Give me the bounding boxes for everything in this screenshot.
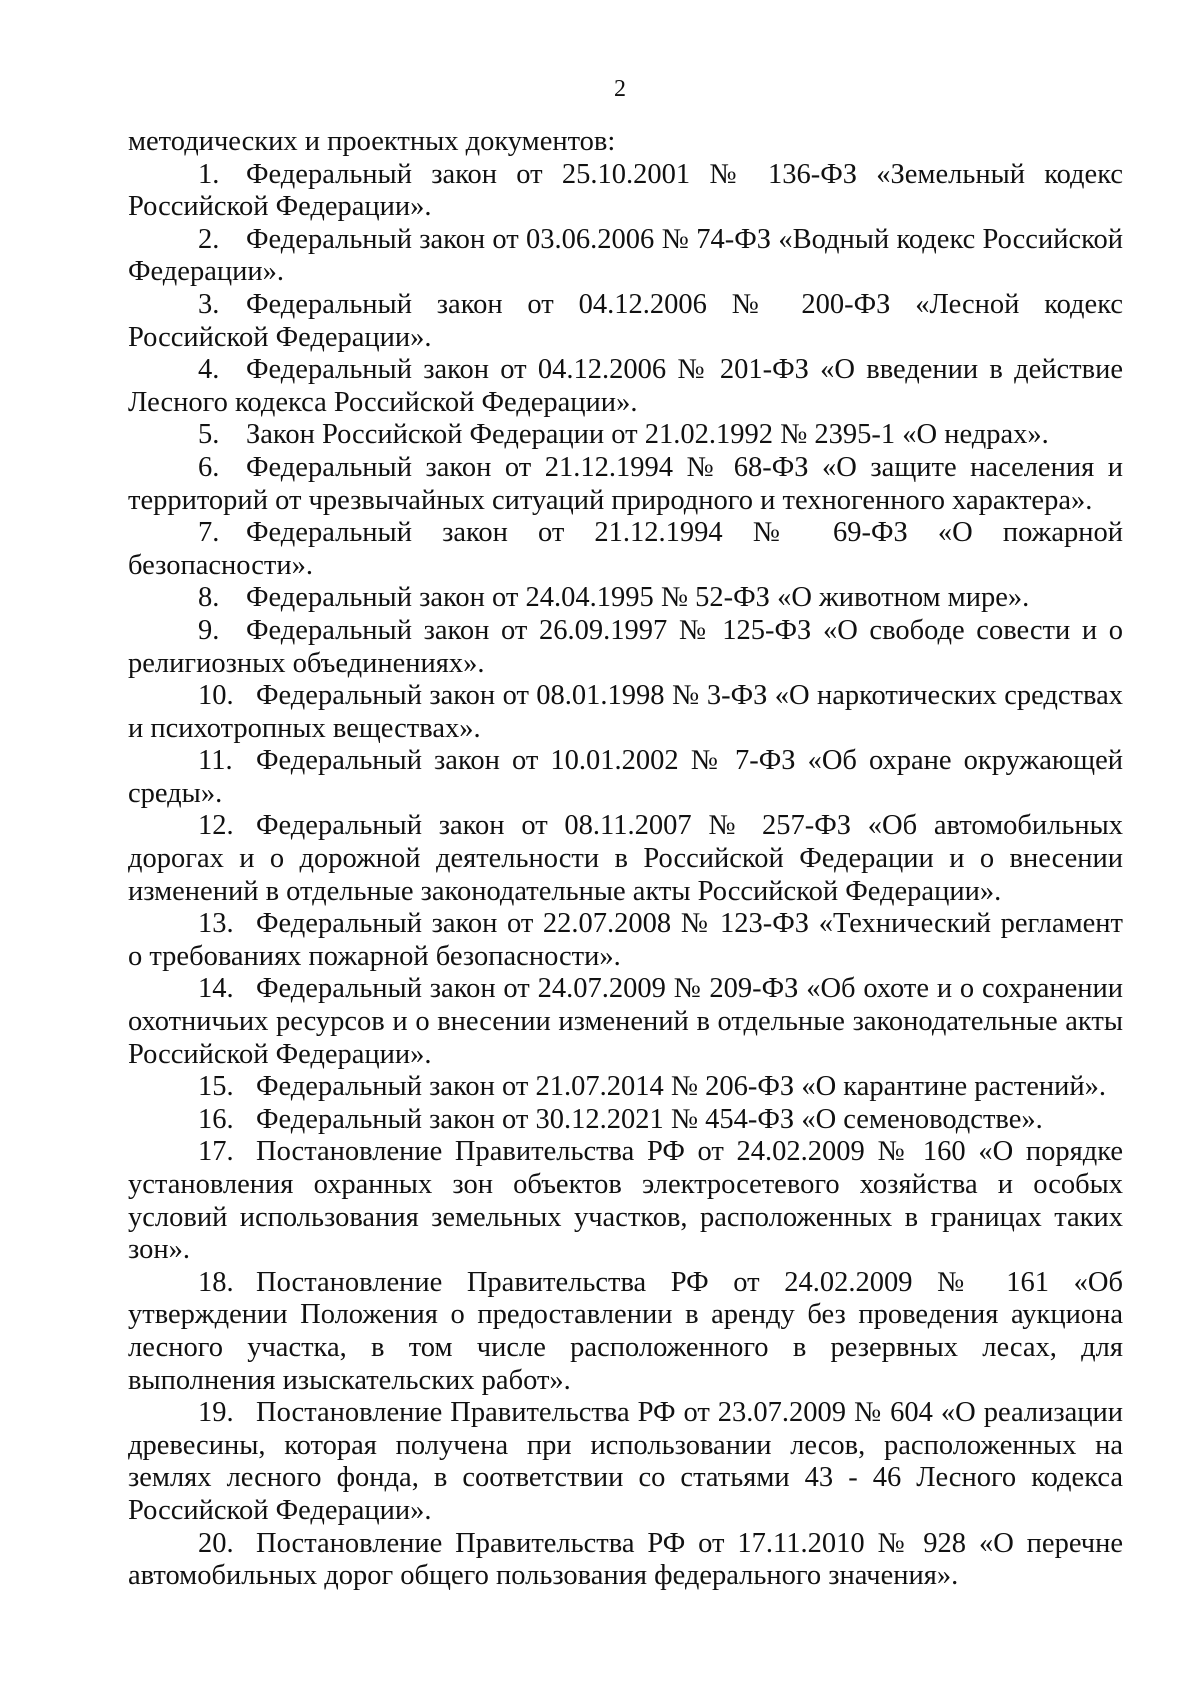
list-item (128, 354, 1123, 419)
item-text: Федеральный закон от 08.11.2007 № 257-ФЗ «Об автомобильных дорогах и о дорожной деятельности в Российской Федерации и о внесении изменений в отдельные законодательные акты Российской Федерации». (128, 810, 1123, 907)
list-item (128, 973, 1123, 1071)
item-text: Постановление Правительства РФ от 24.02.2009 № 161 «Об утверждении Положения о предоставлении в аренду без проведения аукциона лесного участка, в том числе расположенного в резервных лесах, для выполнения изыскательских работ». (128, 1266, 1123, 1396)
item-text: Федеральный закон от 10.01.2002 № 7-ФЗ «Об охране окружающей среды». (128, 745, 1123, 809)
item-text: Федеральный закон от 24.07.2009 № 209-ФЗ «Об охоте и о сохранении охотничьих ресурсов и о внесении изменений в отдельные законодательные акты Российской Федерации». (128, 973, 1123, 1070)
item-text: Федеральный закон от 26.09.1997 № 125-ФЗ «О свободе совести и о религиозных объединениях». (128, 614, 1123, 679)
document-body (128, 126, 1123, 1593)
item-text: Федеральный закон от 03.06.2006 № 74-ФЗ «Водный кодекс Российской Федерации». (128, 223, 1123, 288)
item-number: 6. (198, 451, 220, 483)
list-item (128, 582, 1123, 615)
item-text: Федеральный закон от 21.12.1994 № 68-ФЗ «О защите населения и территорий от чрезвычайных ситуаций природного и техногенного характера». (128, 451, 1123, 516)
list-item (128, 810, 1123, 908)
item-number: 12. (198, 810, 234, 842)
lead-text: методических и проектных документов: (128, 126, 616, 157)
item-text: Закон Российской Федерации от 21.02.1992 № 2395-1 «О недрах». (246, 419, 1049, 451)
list-item (128, 1136, 1123, 1266)
item-number: 2. (198, 223, 220, 255)
item-text: Постановление Правительства РФ от 23.07.2009 № 604 «О реализации древесины, которая получена при использовании лесов, расположенных на землях лесного фонда, в соответствии со статьями 43 - 46 Лесного кодекса Российской Федерации». (128, 1397, 1123, 1526)
item-text: Федеральный закон от 21.07.2014 № 206-ФЗ «О карантине растений». (256, 1071, 1107, 1103)
law-list (128, 159, 1123, 1593)
item-text: Федеральный закон от 22.07.2008 № 123-ФЗ «Технический регламент о требованиях пожарной безопасности». (128, 908, 1123, 972)
item-number: 4. (198, 354, 220, 386)
item-number: 14. (198, 973, 234, 1005)
item-text: Федеральный закон от 04.12.2006 № 200-ФЗ «Лесной кодекс Российской Федерации». (128, 288, 1123, 353)
list-item (128, 680, 1123, 745)
item-number: 1. (198, 158, 220, 190)
item-number: 3. (198, 288, 220, 320)
item-number: 9. (198, 614, 220, 646)
item-number: 17. (198, 1136, 234, 1168)
item-number: 8. (198, 582, 220, 614)
list-item (128, 745, 1123, 810)
item-number: 16. (198, 1103, 234, 1135)
item-text: Федеральный закон от 04.12.2006 № 201-ФЗ «О введении в действие Лесного кодекса Российской Федерации». (128, 354, 1123, 418)
item-text: Федеральный закон от 21.12.1994 № 69-ФЗ «О пожарной безопасности». (128, 517, 1123, 581)
item-number: 7. (198, 517, 220, 549)
item-number: 18. (198, 1266, 234, 1298)
list-item (128, 289, 1123, 354)
list-item (128, 1267, 1123, 1397)
list-item (128, 517, 1123, 582)
item-text: Постановление Правительства РФ от 17.11.2010 № 928 «О перечне автомобильных дорог общего пользования федерального значения». (128, 1527, 1123, 1592)
list-item (128, 159, 1123, 224)
item-number: 10. (198, 680, 234, 712)
item-number: 15. (198, 1071, 234, 1103)
list-item (128, 1071, 1123, 1104)
list-item (128, 224, 1123, 289)
list-item (128, 1397, 1123, 1527)
item-number: 13. (198, 908, 234, 940)
item-text: Федеральный закон от 08.01.1998 № 3-ФЗ «О наркотических средствах и психотропных веществах». (128, 680, 1123, 744)
list-item (128, 1528, 1123, 1593)
list-item (128, 1104, 1123, 1137)
item-text: Федеральный закон от 24.04.1995 № 52-ФЗ «О животном мире». (246, 582, 1030, 614)
page-number: 2 (614, 76, 626, 102)
item-number: 20. (198, 1527, 234, 1559)
list-item (128, 419, 1123, 452)
item-text: Постановление Правительства РФ от 24.02.2009 № 160 «О порядке установления охранных зон объектов электросетевого хозяйства и особых условий использования земельных участков, расположенных в границах таких зон». (128, 1136, 1123, 1266)
item-number: 19. (198, 1397, 234, 1429)
item-number: 5. (198, 419, 220, 451)
item-text: Федеральный закон от 30.12.2021 № 454-ФЗ «О семеноводстве». (256, 1103, 1043, 1135)
item-number: 11. (198, 745, 233, 777)
list-item (128, 908, 1123, 973)
item-text: Федеральный закон от 25.10.2001 № 136-ФЗ «Земельный кодекс Российской Федерации». (128, 158, 1123, 223)
list-item (128, 615, 1123, 680)
list-item (128, 452, 1123, 517)
